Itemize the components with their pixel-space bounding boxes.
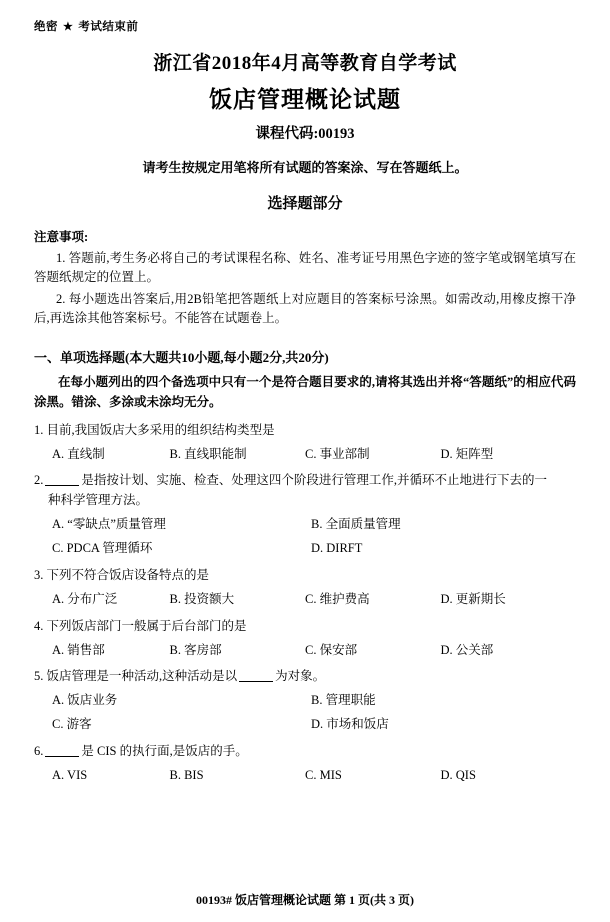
exam-title-line2: 饭店管理概论试题 bbox=[209, 87, 401, 112]
course-code: 课程代码:00193 bbox=[255, 126, 355, 142]
options-row bbox=[34, 515, 576, 534]
option-d[interactable]: D. DIRFT bbox=[311, 541, 363, 555]
question-stem bbox=[34, 741, 576, 761]
question-text-tail: 为对象。 bbox=[275, 669, 326, 684]
question-text: 是指按计划、实施、检查、处理这四个阶段进行管理工作,并循环不止地进行下去的一 bbox=[81, 473, 548, 488]
option-b[interactable]: B. 投资额大 bbox=[169, 591, 235, 606]
question-stem bbox=[34, 470, 576, 490]
option-d[interactable]: D. 市场和饭店 bbox=[311, 717, 389, 731]
question-number: 4. bbox=[34, 618, 44, 633]
fill-in-blank bbox=[45, 744, 79, 757]
option-a[interactable]: A. 销售部 bbox=[52, 642, 105, 657]
option-a[interactable]: A. 分布广泛 bbox=[52, 591, 118, 606]
question-stem bbox=[34, 666, 576, 686]
attention-heading: 注意事项: bbox=[34, 230, 89, 244]
option-b[interactable]: B. 全面质量管理 bbox=[311, 517, 401, 532]
question-3 bbox=[34, 565, 576, 609]
option-a[interactable]: A. “零缺点”质量管理 bbox=[52, 517, 166, 532]
section-title: 选择题部分 bbox=[267, 196, 343, 212]
option-b[interactable]: B. BIS bbox=[169, 767, 204, 782]
option-c[interactable]: C. 游客 bbox=[52, 717, 92, 731]
question-stem bbox=[34, 565, 576, 585]
option-d[interactable]: D. 更新期长 bbox=[440, 591, 506, 606]
option-b[interactable]: B. 管理职能 bbox=[311, 693, 376, 708]
question-4 bbox=[34, 616, 576, 660]
option-d[interactable]: D. 矩阵型 bbox=[440, 446, 494, 461]
secret-label: 绝密 bbox=[34, 21, 58, 33]
option-c[interactable]: C. 事业部制 bbox=[305, 446, 370, 461]
fill-in-blank bbox=[239, 669, 273, 682]
question-1 bbox=[34, 420, 576, 464]
options-row bbox=[34, 539, 576, 558]
part-one-heading: 一、单项选择题(本大题共10小题,每小题2分,共20分) bbox=[34, 349, 329, 365]
question-text: 下列饭店部门一般属于后台部门的是 bbox=[46, 618, 247, 633]
question-text: 下列不符合饭店设备特点的是 bbox=[46, 567, 210, 582]
option-b[interactable]: B. 直线职能制 bbox=[169, 446, 247, 461]
fill-in-blank bbox=[45, 473, 79, 486]
question-6 bbox=[34, 741, 576, 785]
question-text: 5. 饭店管理是一种活动,这种活动是以 bbox=[34, 669, 238, 684]
question-2 bbox=[34, 470, 576, 558]
options-row bbox=[34, 590, 576, 609]
question-number: 6. bbox=[34, 743, 44, 758]
exam-title-line1: 浙江省2018年4月高等教育自学考试 bbox=[153, 53, 457, 74]
options-row bbox=[34, 766, 576, 785]
option-b[interactable]: B. 客房部 bbox=[169, 642, 222, 657]
question-text: 是 CIS 的执行面,是饭店的手。 bbox=[81, 743, 248, 758]
question-stem bbox=[34, 616, 576, 636]
option-a[interactable]: A. 直线制 bbox=[52, 446, 105, 461]
question-number: 2. bbox=[34, 473, 44, 488]
part-one-instruction: 在每小题列出的四个备选项中只有一个是符合题目要求的,请将其选出并将“答题纸”的相应代码涂黑。错涂、多涂或未涂均无分。 bbox=[34, 374, 576, 409]
option-a[interactable]: A. 饭店业务 bbox=[52, 693, 118, 708]
option-a[interactable]: A. VIS bbox=[52, 767, 88, 782]
question-5 bbox=[34, 666, 576, 734]
answer-sheet-instruction: 请考生按规定用笔将所有试题的答案涂、写在答题纸上。 bbox=[142, 160, 468, 175]
question-stem-continued: 种科学管理方法。 bbox=[48, 493, 149, 508]
option-d[interactable]: D. 公关部 bbox=[440, 642, 494, 657]
options-row bbox=[34, 445, 576, 464]
option-c[interactable]: C. 保安部 bbox=[305, 642, 358, 657]
options-row bbox=[34, 715, 576, 734]
secret-note: 考试结束前 bbox=[78, 21, 139, 33]
option-d[interactable]: D. QIS bbox=[440, 767, 476, 782]
star-icon: ★ bbox=[63, 21, 74, 33]
option-c[interactable]: C. MIS bbox=[305, 767, 342, 782]
attention-item-1: 1. 答题前,考生务必将自己的考试课程名称、姓名、准考证号用黑色字迹的签字笔或钢笔填写在答题纸规定的位置上。 bbox=[34, 251, 576, 285]
option-c[interactable]: C. 维护费高 bbox=[305, 591, 370, 606]
question-number: 1. bbox=[34, 422, 44, 437]
option-c[interactable]: C. PDCA 管理循环 bbox=[52, 541, 153, 555]
secret-header bbox=[34, 18, 576, 34]
options-row bbox=[34, 641, 576, 660]
attention-item-2: 2. 每小题选出答案后,用2B铅笔把答题纸上对应题目的答案标号涂黑。如需改动,用橡皮擦干净后,再选涂其他答案标号。不能答在试题卷上。 bbox=[34, 291, 576, 326]
page-footer: 00193# 饭店管理概论试题 第 1 页(共 3 页) bbox=[196, 893, 414, 907]
options-row bbox=[34, 691, 576, 710]
question-number: 3. bbox=[34, 567, 44, 582]
question-stem bbox=[34, 420, 576, 440]
question-text: 目前,我国饭店大多采用的组织结构类型是 bbox=[46, 422, 275, 437]
